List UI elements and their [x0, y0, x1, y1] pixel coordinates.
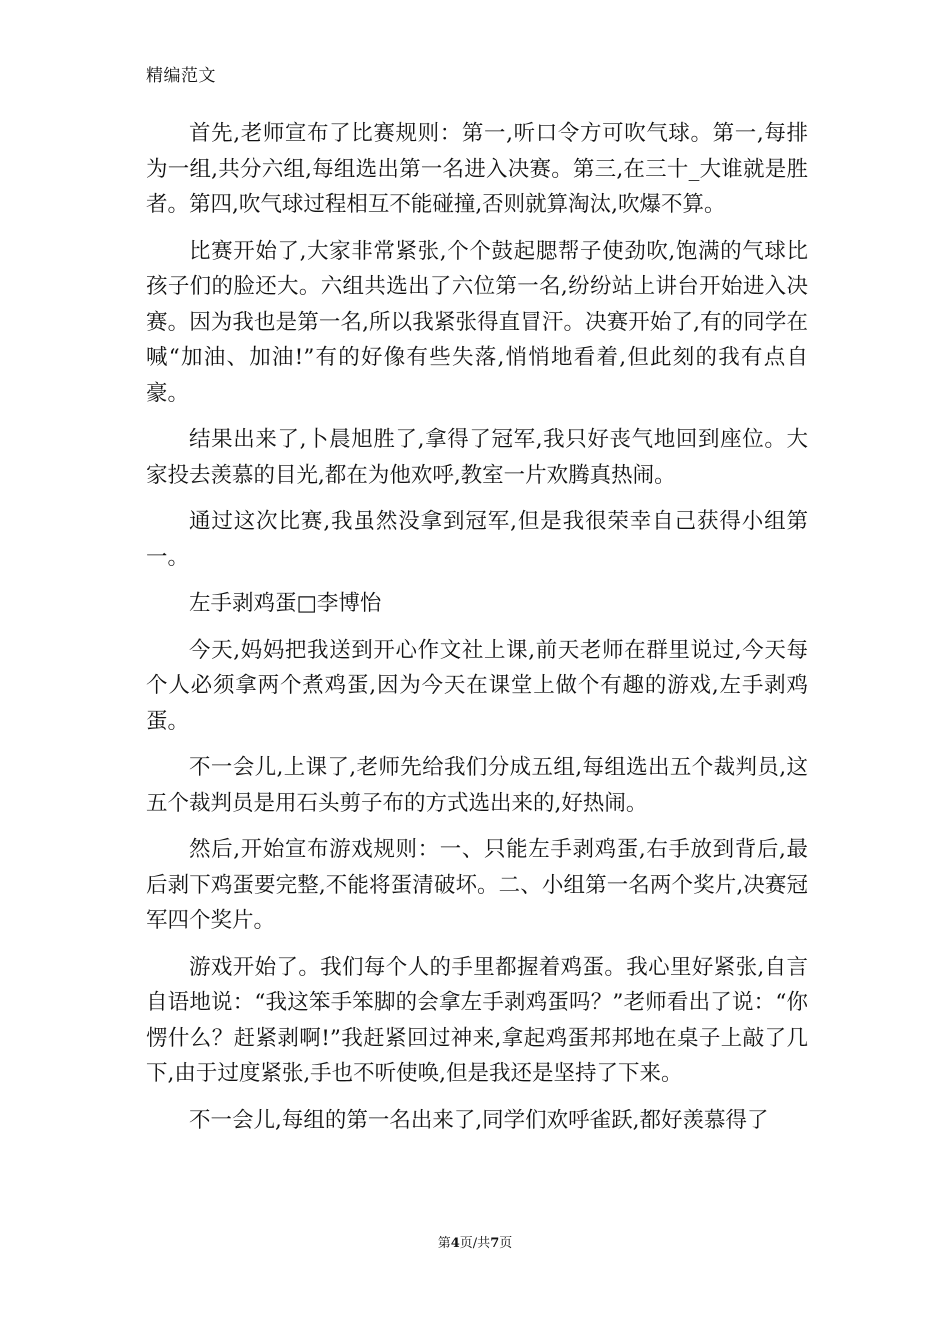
page-footer — [0, 1235, 950, 1253]
paragraph-intro: 今天,妈妈把我送到开心作文社上课,前天老师在群里说过,今天每个人必须拿两个煮鸡蛋,因为今天在课堂上做个有趣的游戏,左手剥鸡蛋。 — [146, 637, 808, 734]
footer-page-number: 4 — [450, 1236, 460, 1251]
paragraph-game-start: 游戏开始了。我们每个人的手里都握着鸡蛋。我心里好紧张,自言自语地说：“我这笨手笨脚的会拿左手剥鸡蛋吗？”老师看出了说：“你愣什么？赶紧剥啊!”我赶紧回过神来,拿起鸡蛋邦邦地在桌子上敲了几下,由于过度紧张,手也不听使唤,但是我还是坚持了下来。 — [146, 954, 808, 1086]
footer-total-pages: 7 — [490, 1236, 500, 1251]
section-title: 左手剥鸡蛋□李博怡 — [189, 591, 382, 616]
paragraph-game-rules: 然后,开始宣布游戏规则：一、只能左手剥鸡蛋,右手放到背后,最后剥下鸡蛋要完整,不能将蛋清破坏。二、小组第一名两个奖片,决赛冠军四个奖片。 — [146, 837, 808, 933]
paragraph-groups: 不一会儿,上课了,老师先给我们分成五组,每组选出五个裁判员,这五个裁判员是用石头剪子布的方式选出来的,好热闹。 — [146, 755, 808, 816]
footer-prefix: 第 — [437, 1236, 451, 1251]
paragraph-winners: 不一会儿,每组的第一名出来了,同学们欢呼雀跃,都好羡慕得了 — [189, 1107, 769, 1133]
paragraph-conclusion: 通过这次比赛,我虽然没拿到冠军,但是我很荣幸自己获得小组第一。 — [146, 509, 808, 570]
document-body — [146, 116, 808, 1149]
paragraph-result: 结果出来了,卜晨旭胜了,拿得了冠军,我只好丧气地回到座位。大家投去羡慕的目光,都在为他欢呼,教室一片欢腾真热闹。 — [146, 427, 808, 488]
footer-middle: 页/共 — [459, 1236, 491, 1251]
footer-suffix: 页 — [499, 1236, 513, 1251]
page-header: 精编范文 — [146, 66, 216, 86]
paragraph-rules: 首先,老师宣布了比赛规则：第一,听口令方可吹气球。第一,每排为一组,共分六组,每组选出第一名进入决赛。第三,在三十_大谁就是胜者。第四,吹气球过程相互不能碰撞,否则就算淘汰,吹爆不算。 — [146, 121, 808, 217]
paragraph-competition: 比赛开始了,大家非常紧张,个个鼓起腮帮子使劲吹,饱满的气球比孩子们的脸还大。六组共选出了六位第一名,纷纷站上讲台开始进入决赛。因为我也是第一名,所以我紧张得直冒汗。决赛开始了,有的同学在喊“加油、加油!”有的好像有些失落,悄悄地看着,但此刻的我有点自豪。 — [146, 238, 808, 406]
